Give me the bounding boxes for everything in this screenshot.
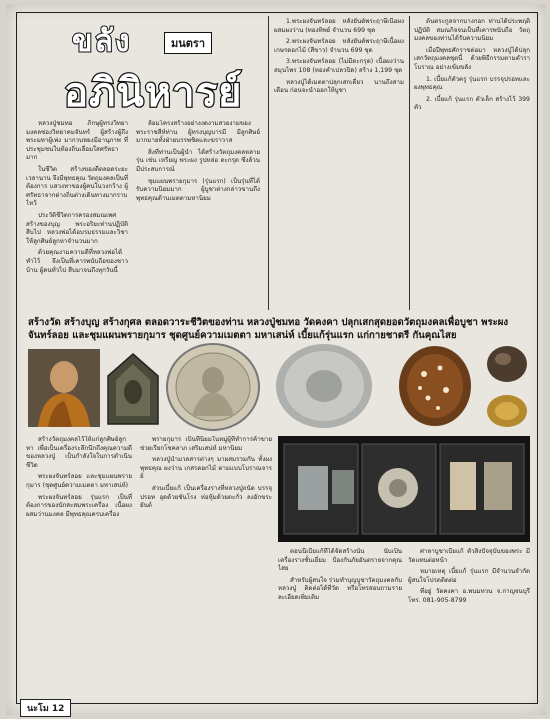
contact-address: ที่อยู่ วัดคงคา อ.พนมทวน จ.กาญจนบุรี โทร. 081-905-8799 [408,588,530,604]
masthead-title-main: อภินิหารย์ [64,69,243,116]
paragraph: สำหรับผู้สนใจ ร่วมทำบุญบูชาวัตถุมงคลกับหลวงปู่ ติดต่อได้ที่วัด หรือโทรสอบถามรายละเอียดเพิ่มเติม [278,576,402,601]
paragraph: ด้วยคุณงามความดีที่หลวงพ่อได้ทำไว้ จึงเป็นที่เคารพนับถือของชาวบ้าน ผู้คนทั่วไป สืบมาจนถึงทุกวันนี้ [26,249,128,274]
intro-mid-column [136,120,260,312]
intro-left-column [26,120,128,312]
photo-amulet-set [278,436,530,542]
paragraph: ตอนนี้เบี้ยแก้ที่ได้จัดสร้างนั้น นับเป็นเครื่องรางชั้นเยี่ยม ป้องกันภัยอันตรายจากคุณไสย [278,548,402,573]
list-item: 2. เบี้ยแก้ รุ่นแรก ตัวเล็ก สร้างไว้ 399 ตัว [414,95,530,112]
paragraph: หมายเหตุ เบี้ยแก้ รุ่นแรก มีจำนวนจำกัด ผู้สนใจโปรดติดต่อ [408,568,530,584]
paragraph: ศาลาบูชาเบี้ยแก้ ตัวสิ่งปัจจุบันของพระ มีวัดแทนต่อหน้า [408,548,530,564]
paragraph: หลวงปู่ชมทอ ภิกษุผู้ทรงวิทยา มงคลช่องวิทยาคมจันทร์ ผู้สร้างผู้ถึง พระมหาผู้เพ่ง มากวบหยงมีอานุภาพ ที่ประชุมชนในท้องถิ่นเลื่อมใสศรัทธามาก [26,120,128,162]
contact-column [408,548,530,688]
photo-amulet-phra-phong [104,352,162,426]
photo-small-stone [484,342,530,386]
photo-monk-portrait [28,349,100,427]
list-item: 2.พระผงจันทร์ลอย หลังยันต์พระฤาษีเนื้อผงเกษรดอกไม้ (สีขาว) จำนวน 699 ชุด [274,38,404,54]
paragraph: หลวงปู่นำมวลสารต่างๆ มาผสมรวมกัน ทั้งผงพุทธคุณ ผงว่าน เกสรดอกไม้ ตามแบบโบราณจารย์ [140,456,272,481]
photo-silver-disc [274,342,374,430]
list-item: 1.พระผงจันทร์ลอย หลังยันต์พระฤาษีเนื้อผง ผสมผงว่าน (ทองทิพย์ จำนวน 699 ชุด [274,18,404,34]
lower-mid-column [140,436,272,688]
magazine-page [6,4,546,715]
paragraph: พระผงจันทร์ลอย และชุมแผนพรายกุมาร (ชุดศูนย์ความเมตตา มหาเสน่ห์) [26,473,132,489]
paragraph: สร้างวัตถุมงคลไว้ให้แก่ลูกศิษย์ลูกหา เพื่อเป็นเครื่องระลึกนึกถึงคุณความดีของหลวงปู่ เป็นกำลังใจในการดำเนินชีวิต [26,436,132,469]
column-rule [409,16,410,310]
article-headline: สร้างวัด สร้างบุญ สร้างกุศล ตลอดวาระชีวิตของท่าน หลวงปู่ชมทอ วัดคงคา ปลุกเสกสุดยอดวัตถุมงคลเพื่อบูชา พระผงจันทร์ลอย และชุมแผนพรายกุมาร ชุดศูนย์ความเมตตา มหาเสน่ห์ เบี้ยแก้รุ่นแรก แก่กายชาตรี กันคุณไสย [28,317,509,341]
masthead-logo [24,18,264,118]
page-number: นะโม 12 [20,699,71,717]
paragraph: ประวัติชีวิตการครองสมณเพศ สร้างของบุญ พระอริยะท่านปฏิบัติสืบไป หลวงพ่อได้อบรมธรรมและวิชาให้ลูกศิษย์ลูกหาจำนวนมาก [26,211,128,245]
paragraph: ต้นตระกูลจากบางกอก ท่านได้ประพฤติปฏิบัติ สมณกิจจนเป็นที่เคารพนับถือ วัตถุมงคลของท่านได้รับความนิยม [414,18,530,43]
paragraph: พรายกุมาร เป็นที่นิยมในหมู่ผู้ที่ทำการค้าขาย ช่วยเรียกโชคลาภ เสริมเสน่ห์ มหานิยม [140,436,272,452]
lower-left-column [26,436,132,688]
list-column [274,18,404,310]
paragraph: ส่วนเบี้ยแก้ เป็นเครื่องรางที่หลวงปู่ถนัด บรรจุปรอท อุดด้วยชันโรง ห่อหุ้มด้วยตะกั่ว ลงอักขระยันต์ [140,484,272,510]
paragraph: ในชีวิต สร้างของดีตลอดระยะเวลานาน จึงมีพุทธคุณ วัตถุมงคลเป็นที่ต้องการ แสวงหาของผู้คนในวงกว้าง ผู้ศรัทธาจากต่างถิ่นต่างเดินทางมากราบไหว้ [26,165,128,208]
paragraph: พระผงจันทร์ลอย รุ่นแรก เป็นที่ต้องการของนักสะสมพระเครื่อง เนื้อผงผสมว่านมงคล มีพุทธคุณครบเครื่อง [26,493,132,518]
masthead-tag: มนตรา [164,32,212,54]
right-column [414,18,530,310]
photo-cowrie-shell [394,338,476,430]
list-item: 1. เบี้ยแก้ตัวครู รุ่นแรก บรรจุปรอทและผงพุทธคุณ [414,75,530,92]
paragraph: ล้อมโครงสร้างอย่างงดงามสวยงามของพระราชสีห์ท่าน ผู้ทรงบุญบารมี มีลูกศิษย์มากมายทั้งฝ่ายบรรพชิตและฆราวาส [136,120,260,145]
paragraph: ชุมแผนพรายกุมาร (รุ่นแรก) เป็นรุ่นที่ได้รับความนิยมมาก ผู้บูชาต่างกล่าวขานถึงพุทธคุณด้านเมตตามหานิยม [136,177,260,202]
lower-right-column [278,548,402,688]
column-rule [268,16,269,310]
paragraph: เมื่อปีพุทธศักราชต่อมา หลวงปู่ได้ปลุกเสกวัตถุมงคลชุดนี้ ด้วยพิธีกรรมตามตำราโบราณ อย่างเข้มขลัง [414,46,530,71]
paragraph: สิ่งที่ท่านเป็นผู้นำ ได้สร้างวัตถุมงคลหลายรุ่น เช่น เหรียญ พระผง รูปหล่อ ตะกรุด ซึ่งล้วนมีประสบการณ์ [136,148,260,173]
list-item: 3.พระผงจันทร์ลอย (ไม่มีตะกรุด) เนื้อผงว่านสมุนไพร 108 (ทองคำเปลวปิด) สร้าง 1,199 ชุด [274,58,404,74]
masthead-title-top: ขลัง [72,24,132,59]
paragraph: หลวงปู่ได้เมตตาปลุกเสกเดี่ยว นานถึงสามเดือน ก่อนจะนำออกให้บูชา [274,78,404,95]
photo-round-coin [164,342,262,432]
photo-gold-piece [484,392,530,430]
